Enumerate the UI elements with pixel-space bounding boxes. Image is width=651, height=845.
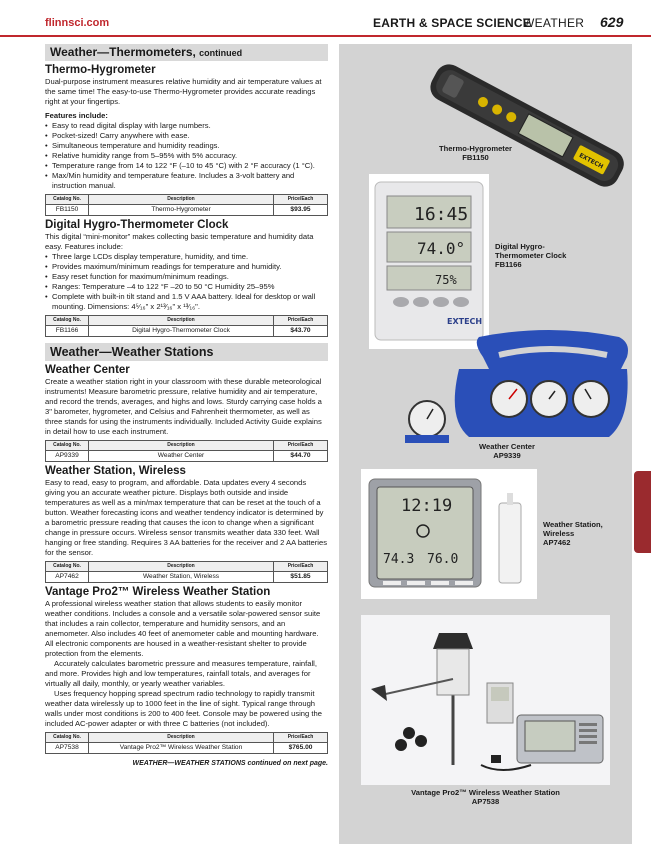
features-label: Features include: — [45, 111, 108, 120]
feature-item: • Easy to read digital display with large numbers. — [45, 121, 328, 131]
catalog-table-fb1166 — [45, 315, 328, 337]
col-price: Price/Each — [274, 562, 328, 572]
item-price: $44.70 — [274, 451, 328, 462]
clock-desc: This digital “mini-monitor” makes collecting basic temperature and humidity data easy. Features include: — [45, 232, 314, 251]
catalog-number: AP9339 — [46, 451, 89, 462]
feature-item: • Complete with built-in tilt stand and 1.5 V AAA battery. Ideal for desktop or wall mounting. Dimensions: 4⁵⁄₁₆" x 2¹³⁄₁₆" x ¹³⁄₁₆". — [45, 292, 328, 312]
image-panel — [339, 44, 632, 844]
thermo-desc: Dual-purpose instrument measures relative humidity and air temperature values at the same time! The easy-to-use Thermo-Hygrometer provides accurate readings right at your fingertips. — [45, 77, 322, 106]
caption-clock — [495, 242, 566, 269]
caption-line: Thermometer Clock — [495, 251, 567, 260]
clock-features — [45, 252, 328, 312]
col-description: Description — [89, 195, 274, 205]
caption-line: Digital Hygro- — [495, 242, 545, 251]
item-description: Weather Center — [89, 451, 274, 462]
wireless-title: Weather Station, Wireless — [45, 465, 186, 477]
header-rule — [0, 35, 651, 37]
thermometers-bar-title: Weather—Thermometers, — [50, 45, 196, 59]
page-header — [0, 0, 651, 36]
feature-item: • Max/Min humidity and temperature feature. Includes a 3-volt battery and instruction manual. — [45, 171, 328, 191]
clock-brand-label: EXTECH — [447, 317, 483, 326]
center-title: Weather Center — [45, 364, 130, 376]
clock-humidity-readout: 75% — [435, 273, 457, 287]
col-price: Price/Each — [274, 195, 328, 205]
caption-line: FB1166 — [495, 260, 522, 269]
section-title: EARTH & SPACE SCIENCE — [373, 16, 531, 30]
caption-line: Wireless — [543, 529, 575, 538]
station-indoor-temp: 74.3 — [383, 552, 415, 567]
vantage-photo — [361, 615, 610, 785]
page-number: 629 — [600, 14, 624, 30]
caption-line: AP7462 — [543, 538, 571, 547]
col-catalog: Catalog No. — [46, 195, 89, 205]
caption-vantage — [339, 788, 632, 806]
vantage-p3: Uses frequency hopping spread spectrum radio technology to rapidly transmit weather data wirelessly up to 1000 feet in the line of sight. Typical range through walls under most conditions is 200 to 400 feet. Console may be powered using the included AC-power adapter or with three C batteries (not included). — [45, 689, 322, 728]
center-desc: Create a weather station right in your classroom with these durable meteorological instruments! Measure barometric pressure, relative humidity and air temperature, and record the trends, averages, and highs and lows. Sturdy carrying case holds a 3" barometer, hygrometer, and Celsius and Fahrenheit thermometer, as well as three stands for using the instruments individually. Included Activity Guide explains in detail how to use each instrument. — [45, 377, 322, 436]
feature-item: • Provides maximum/minimum readings for temperature and humidity. — [45, 262, 328, 272]
catalog-number: AP7538 — [46, 743, 89, 754]
caption-line: Vantage Pro2™ Wireless Weather Station — [411, 788, 560, 797]
caption-line: AP7538 — [471, 797, 500, 806]
caption-wireless-station — [543, 520, 603, 547]
col-description: Description — [89, 441, 274, 451]
item-description: Vantage Pro2™ Wireless Weather Station — [89, 743, 274, 754]
col-catalog: Catalog No. — [46, 441, 89, 451]
thermo-features — [45, 121, 328, 191]
feature-item: • Three large LCDs display temperature, humidity, and time. — [45, 252, 328, 262]
continued-footer: WEATHER—WEATHER STATIONS continued on next page. — [132, 760, 328, 767]
feature-item: • Easy reset function for maximum/minimum readings. — [45, 272, 328, 282]
col-catalog: Catalog No. — [46, 733, 89, 743]
catalog-number: AP7462 — [46, 572, 89, 583]
vantage-p2: Accurately calculates barometric pressure and measures temperature, rainfall, and more. Provides high and low temperatures, rainfall totals, and averages for virtually all daily, monthly, or yearly weather variables. — [45, 659, 317, 688]
thermo-brand-label: EXTECH — [577, 151, 605, 171]
catalog-number: FB1166 — [46, 326, 89, 337]
catalog-table-ap7538 — [45, 732, 328, 754]
item-description: Thermo-Hygrometer — [89, 205, 274, 216]
item-price: $43.70 — [274, 326, 328, 337]
weather-stations-bar: Weather—Weather Stations — [45, 343, 328, 361]
text-column — [45, 44, 328, 767]
item-price: $765.00 — [274, 743, 328, 754]
col-price: Price/Each — [274, 733, 328, 743]
caption-line: Weather Center — [479, 442, 535, 451]
col-catalog: Catalog No. — [46, 562, 89, 572]
subsection-title: WEATHER — [523, 16, 585, 30]
col-price: Price/Each — [274, 316, 328, 326]
caption-line: FB1150 — [462, 153, 489, 162]
feature-item: • Simultaneous temperature and humidity readings. — [45, 141, 328, 151]
continued-label: continued — [199, 48, 243, 58]
col-description: Description — [89, 562, 274, 572]
vantage-photo-frame — [361, 615, 610, 785]
weather-center-photo — [399, 329, 629, 449]
feature-item: • Ranges: Temperature –4 to 122 °F –20 to 50 °C Humidity 25–95% — [45, 282, 328, 292]
col-description: Description — [89, 316, 274, 326]
thermo-title: Thermo-Hygrometer — [45, 64, 156, 76]
item-price: $93.95 — [274, 205, 328, 216]
section-tab — [634, 471, 651, 553]
caption-line: Thermo-Hygrometer — [439, 144, 512, 153]
wireless-station-photo — [361, 469, 537, 599]
site-url[interactable]: flinnsci.com — [45, 17, 110, 29]
thermometers-bar — [45, 44, 328, 61]
clock-temp-readout: 74.0° — [417, 239, 466, 258]
clock-time-readout: 16:45 — [414, 204, 469, 225]
caption-line: Weather Station, — [543, 520, 603, 529]
thermo-hygrometer-photo — [429, 52, 629, 192]
caption-weather-center — [479, 442, 535, 460]
wireless-desc: Easy to read, easy to program, and affordable. Data updates every 4 seconds giving you an accurate weather picture. Displays both outside and inside temperatures as well as a min/max temperature that can be reset at the touch of a button. Weather forecasting icons and weather tendency indicator is determined by a barometric pressure reading that causes the icon to change when a significant change in pressure occurs. Wireless sensor transmits weather data 330 feet. Wall hanging or free standing. Requires 3 AA batteries for the receiver and 2 AA batteries for the sensor. — [45, 478, 327, 557]
feature-item: • Temperature range from 14 to 122 °F (–10 to 45 °C) with 2 °F accuracy (1 °C). — [45, 161, 328, 171]
vantage-title: Vantage Pro2™ Wireless Weather Station — [45, 586, 271, 598]
feature-item: • Relative humidity range from 5–95% with 5% accuracy. — [45, 151, 328, 161]
caption-thermo-hygrometer — [439, 144, 512, 162]
wireless-station-photo-frame — [361, 469, 537, 599]
catalog-table-fb1150 — [45, 194, 328, 216]
col-catalog: Catalog No. — [46, 316, 89, 326]
item-price: $51.85 — [274, 572, 328, 583]
vantage-p1: A professional wireless weather station that allows students to easily monitor weather conditions. Includes a console and a versatile solar-powered sensor suite that includes a rain collector, temperature and humidity sensors, and an anemometer. Also includes 40 feet of anemometer cable and mounting hardware. All electronic components are housed in a weather-resistant shelter to provide protection from the elements. — [45, 599, 321, 658]
catalog-table-ap7462 — [45, 561, 328, 583]
col-description: Description — [89, 733, 274, 743]
station-time-readout: 12:19 — [401, 496, 453, 516]
caption-line: AP9339 — [493, 451, 521, 460]
col-price: Price/Each — [274, 441, 328, 451]
catalog-number: FB1150 — [46, 205, 89, 216]
item-description: Digital Hygro-Thermometer Clock — [89, 326, 274, 337]
clock-photo-frame — [369, 174, 489, 349]
feature-item: • Pocket-sized! Carry anywhere with ease. — [45, 131, 328, 141]
clock-photo — [369, 174, 489, 349]
item-description: Weather Station, Wireless — [89, 572, 274, 583]
catalog-table-ap9339 — [45, 440, 328, 462]
clock-title: Digital Hygro-Thermometer Clock — [45, 219, 229, 231]
station-outdoor-temp: 76.0 — [427, 552, 459, 567]
